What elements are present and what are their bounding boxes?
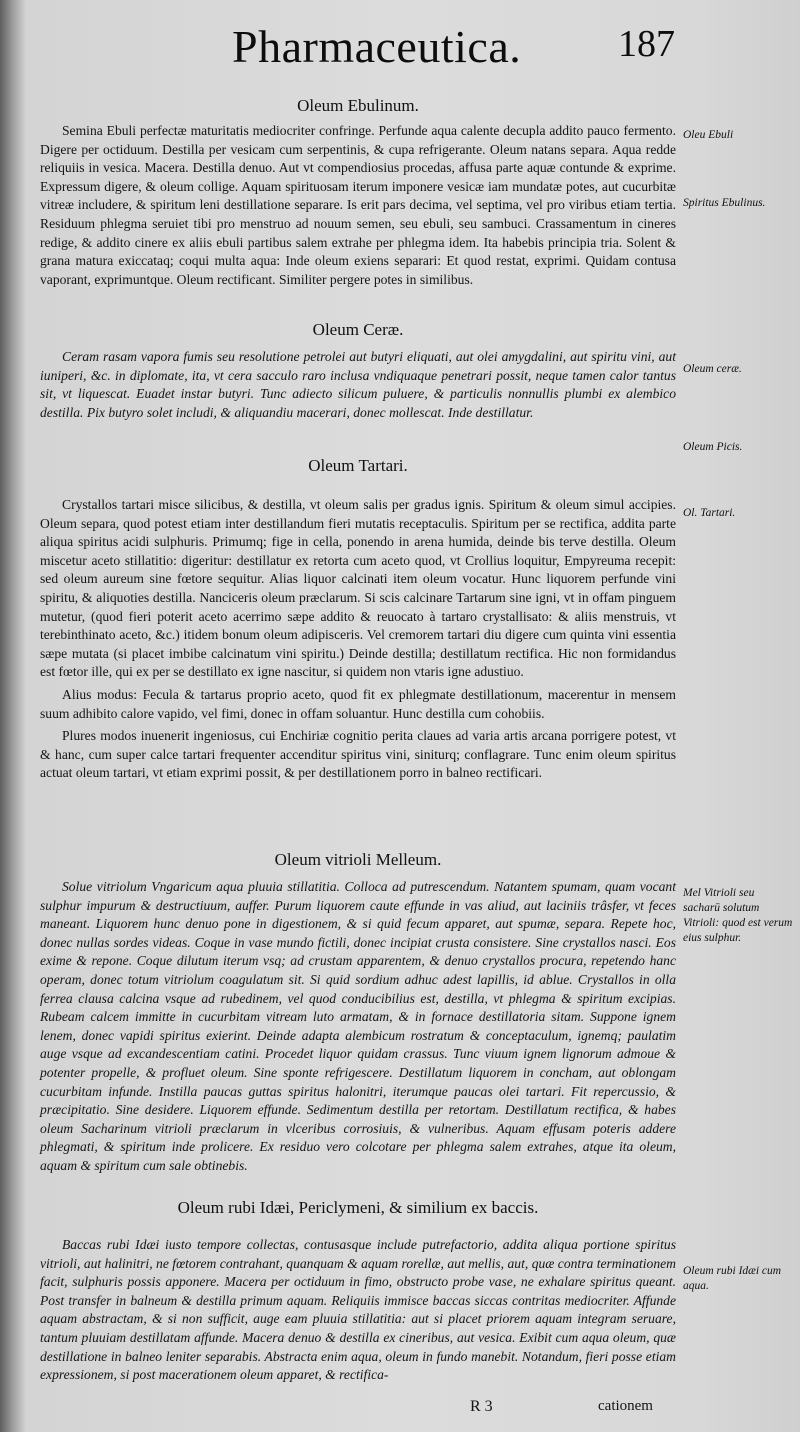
section-body-cerae bbox=[40, 348, 676, 426]
section-body-ebulinum bbox=[40, 122, 676, 293]
margin-note-oleum-cerae: Oleum ceræ. bbox=[683, 363, 742, 375]
section-body-tartari bbox=[40, 496, 676, 787]
page-number: 187 bbox=[618, 23, 675, 65]
section-heading-cerae: Oleum Ceræ. bbox=[312, 320, 404, 339]
section-heading-rubi: Oleum rubi Idæi, Periclymeni, & similium ex baccis. bbox=[177, 1198, 539, 1217]
paragraph: Alius modus: Fecula & tartarus proprio aceto, quod fit ex phlegmate destillationum, macerentur in mensem suum adhibito calore vapido, vel fimi, donec in offam soluantur. Hunc destilla cum cohobiis. bbox=[40, 686, 676, 721]
section-body-rubi bbox=[40, 1236, 676, 1389]
margin-note-oleum-ebuli: Oleu Ebuli bbox=[683, 129, 734, 141]
margin-note-oleum-rubi: Oleum rubi Idæi cum aqua. bbox=[683, 1265, 782, 1292]
margin-note-oleum-picis: Oleum Picis. bbox=[683, 441, 743, 453]
margin-note-spiritus-ebulinus: Spiritus Ebulinus. bbox=[683, 197, 766, 209]
margin-note-mel-vitrioli: Mel Vitrioli seu sacharū solutum Vitrioli: quod est verum eius sulphur. bbox=[683, 887, 793, 944]
section-heading-ebulinum: Oleum Ebulinum. bbox=[297, 96, 419, 115]
section-heading-tartari: Oleum Tartari. bbox=[308, 456, 408, 475]
paragraph: Solue vitriolum Vngaricum aqua pluuia stillatitia. Colloca ad putrescendum. Natantem spumam, quam vocant sulphur impurum & destructiuum, auffer. Purum liquorem caute effunde in vas aliud, aut laciniis trâsfer, vt feces maneant. Liquorem hunc denuo pone in digestionem, & si quid fecum apparet, aut spumæ, separa. Repete hoc, donec nullas sordes videas. Coque in vase mundo fictili, donec incipiat crusta consistere. Sine crystallos nasci. Eos exime & repone. Coque dilutum iterum vsq; ad crustam apparentem, & denuo crystallos procura, repetendo hanc operam, donec totum vitriolum coagulatum sit. Si quid sordium adhuc adest lapillis, id ablue. Crystallos in olla ferrea clausa calcina vsque ad rubedinem, vel quod conducibilius est, destilla, vt phlegma & spiritum excipias. Rubeam calcem immitte in cucurbitam vitream luto armatam, & in fornace destillatoria sitam. Suppone ignem lenem, donec vapidi spiritus exierint. Deinde adapta alembicum rostratum & conceptaculum, ignemq; paulatim auge vsque ad excandescentiam catini. Procedet liquor quidam crassus. Tunc viuum ignem lignorum admoue & potenter propelle, & profluet oleum. Sine sponte refrigescere. Destillatum liquorem in concham, aut oblongam cucurbitam infunde. Instilla paucas guttas spiritus halonitri, iterumque paucas olei tartari. Fit repercussio, & præcipitatio. Sine desidere. Liquorem effunde. Sedimentum destilla per retortam. Destillatum rectifica, & habes oleum Sacharinum vitrioli præclarum in vlceribus corrosiuis, & vulneribus. Aquam effusam poteris addere phlegmati, & spiritum inde prolicere. Ex residuo vero colcotare per phlegma salem extrahes, atque ita oleum, aquam & spiritum cum sale obtinebis. bbox=[40, 879, 676, 1173]
paragraph: Crystallos tartari misce silicibus, & destilla, vt oleum salis per gradus ignis. Spiritum & oleum simul accipies. Oleum separa, quod potest etiam inter destillandum fieri mutatis receptaculis. Spiritum per se rectifica, addita parte aliqua spiritus acidi sulphuris. Primumq; fige in cella, ponendo in arena humida, deinde bis terve destilla. Oleum miscetur aceto stillatitio: digeritur: destillatur ex retorta cum aceto quod, vt Crollius loquitur, Empyreuma recepit: sed oleum aureum sine fœtore sequitur. Alias liquor calcinati item oleum vocatur. Hunc liquorem perfunde vini spiritu, & aliquoties destilla. Nanciceris oleum præclarum. Si scis calcinare Tartarum sine igni, vt in offam pinguem mutetur, (quod fieri poterit aceto acerrimo sæpe addito & reuocato à tartaro crystallisato: & aliis menstruis, vt terebinthinato aceto, &c.) itidem bonum oleum adipisceris. Vel cremorem tartari diu digere cum quinta vini essentia sæpe mutata (si placet imbibe calcinatum vini spiritu.) Deinde destilla; destillatum rectifica. Hic non formidandus est fœtor ille, qui ex per se destillato ex igne nascitur, si quidem non vtaris igne adustiuo. bbox=[40, 497, 676, 680]
paragraph: Baccas rubi Idæi iusto tempore collectas, contusasque include putrefactorio, addita aliqua portione spiritus vitrioli, aut halinitri, ne fœtorem contrahant, quanquam & aquam rorellæ, aut mellis, aut, quæ contra terminationem facit, sulphuris possis apponere. Macera per octiduum in fimo, obstructo probe vase, ne exhalare spiritus queant. Post transfer in balneum & destilla primum aquam. Reliquiis immisce baccas siccas contritas mediocriter. Affunde aquam abstractam, & si non sufficit, auge eam pluuia stillatitia: aut si placet priorem aquam integram seruare, tantum pluuiam destillatam affunde. Macera denuo & destilla ex cineribus, aut vesica. Exibit cum aqua oleum, quæ destillatione in balneo leniter separabis. Abstracta enim aqua, oleum in fundo manebit. Notandum, fieri posse etiam expressionem, si post macerationem oleum apparet, & rectifica- bbox=[40, 1237, 676, 1383]
paragraph: Ceram rasam vapora fumis seu resolutione petrolei aut butyri eliquati, aut olei amygdalini, aut spiritu vini, aut iuniperi, &c. in diplomate, ita, vt cera sacculo raro inclusa vndiquaque penetrari possit, neque tamen calor tantus sit, vt liquescat. Euadet instar butyri. Tunc adiecto silicum puluere, & particulis nonnullis plumbi ex alembico destilla. Pix butyro solet includi, & aliquandiu macerari, donec mollescat. Inde destillatur. bbox=[40, 349, 676, 420]
paragraph: Semina Ebuli perfectæ maturitatis mediocriter confringe. Perfunde aqua calente decupla addito pauco fermento. Digere per octiduum. Destilla per vesicam cum serpentinis, & cupa refrigerante. Oleum natans separa. Aqua redde reliquiis in vesica. Macera. Destilla denuo. Aut vt compendiosius procedas, affusa parte aquæ contunde & exprime. Expressum digere, & oleum collige. Aquam spirituosam iterum imponere vesicæ iam mundatæ potes, aut cucurbitæ vitreæ includere, & spiritum leni destillatione separare. Is erit pars decima, vel septima, vel pro viribus etiam tertia. Residuum phlegma seruiet tibi pro menstruo ad nouum semen, seu ebuli, seu sambuci. Crassamentum in cineres redige, & addito cinere ex aliis ebuli partibus salem extrahe per phlegma idem. Ita habebis principia tria. Solent & grana matura exiccataq; coqui multa aqua: Inde oleum exiens separari: Et quod restat, exprimi. Quidam contusa vaporant, exprimuntque. Oleum rectificant. Similiter pergere potes in similibus. bbox=[40, 123, 676, 287]
section-body-vitrioli bbox=[40, 878, 676, 1180]
signature-mark: R 3 bbox=[470, 1398, 493, 1415]
catchword: cationem bbox=[598, 1398, 653, 1414]
section-heading-vitrioli: Oleum vitrioli Melleum. bbox=[274, 850, 442, 869]
paragraph: Plures modos inuenerit ingeniosus, cui Enchiriæ cognitio perita claues ad varia artis arcana porrigere potest, vt & hanc, cum super calce tartari frequenter accenditur spiritus vini, siniturq; conflagrare. Tunc enim oleum spiritus actuat oleum tartari, vt etiam exprimi possit, & per destillationem porro in balneo rectificari. bbox=[40, 728, 676, 781]
page-title: Pharmaceutica. bbox=[232, 21, 522, 72]
margin-note-oleum-tartari: Ol. Tartari. bbox=[683, 507, 736, 519]
